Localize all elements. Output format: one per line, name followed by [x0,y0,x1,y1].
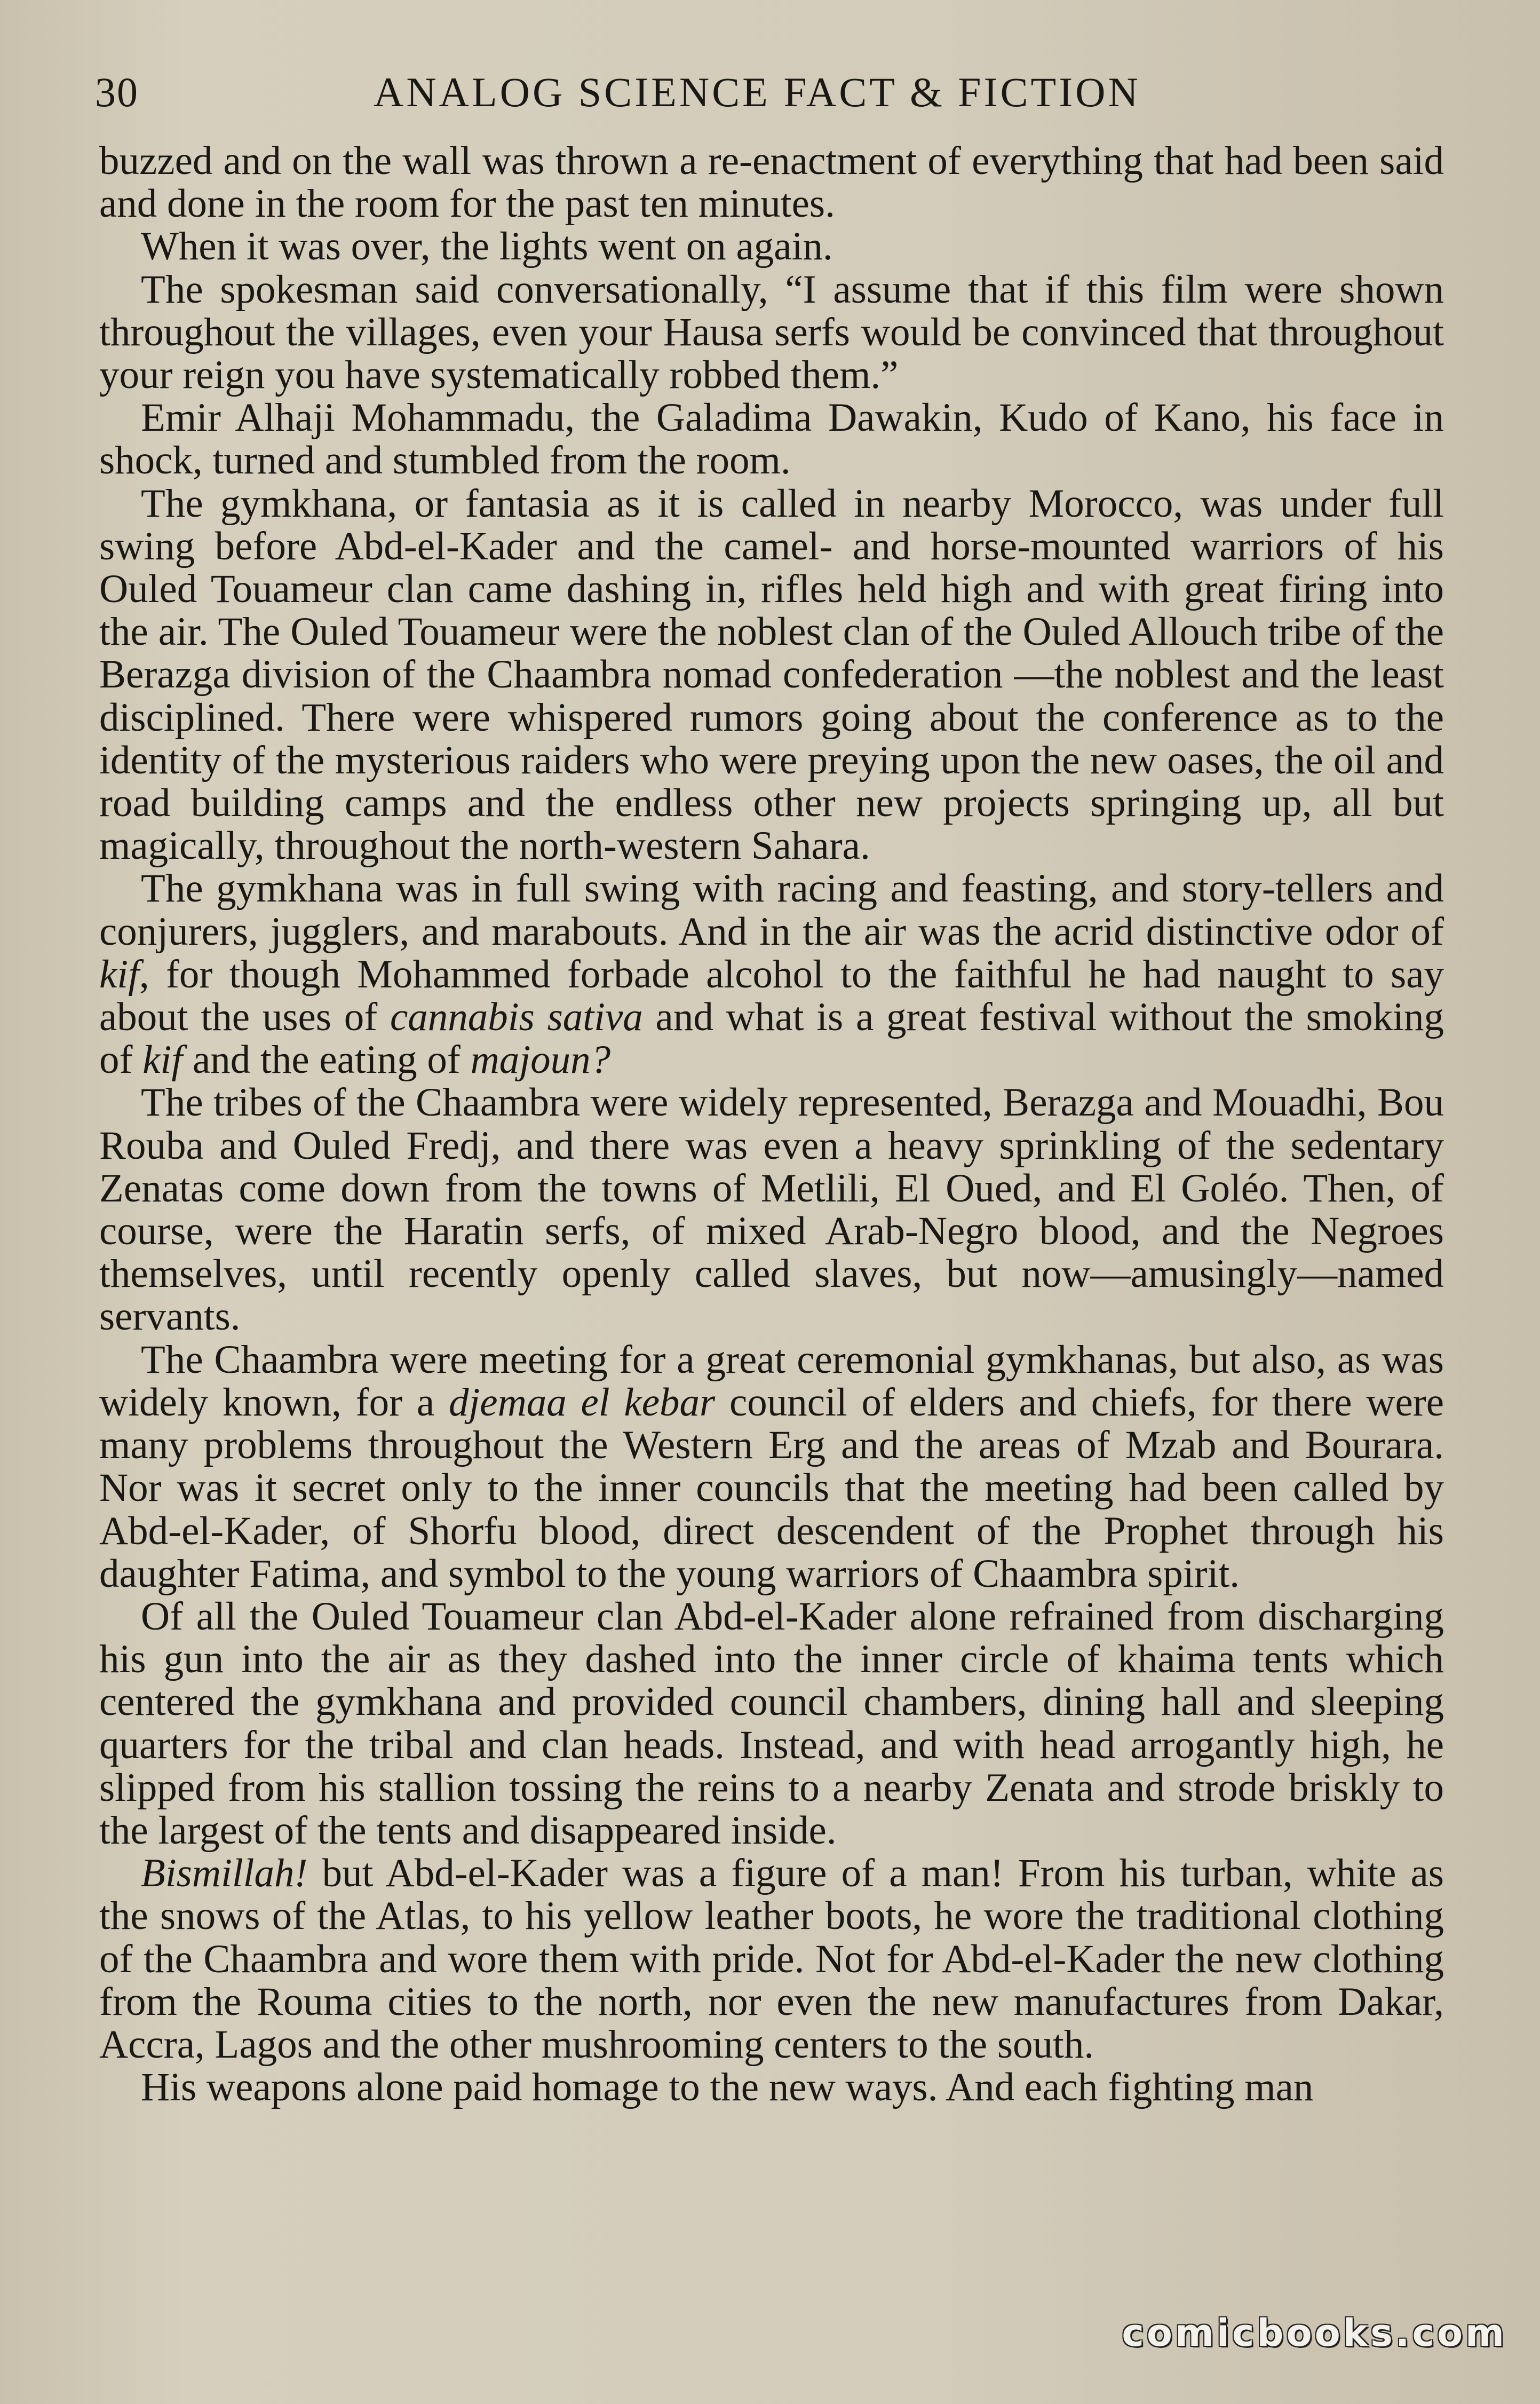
paragraph [99,1339,1444,1595]
italic-text: Bismillah! [141,1851,308,1896]
running-title: ANALOG SCIENCE FACT & FICTION [374,69,1141,115]
paragraph [99,1595,1444,1852]
page-number: 30 [95,69,139,115]
paragraph [99,268,1444,397]
text-run: Emir Alhaji Mohammadu, the Galadima Dawakin, Kudo of Kano, his face in shock, turned and stumbled from the room. [99,396,1444,483]
text-run: , for though Mohammed forbade alcohol to the faithful he had naught to say about the uses of [99,952,1444,1040]
italic-text: cannabis sativa [390,995,643,1040]
text-run: The spokesman said conversationally, “I assume that if this film were shown throughout the villages, even your Hausa serfs would be convinced that throughout your reign you have systematically robbed them.” [99,267,1444,398]
paragraph [99,867,1444,1081]
text-run: buzzed and on the wall was thrown a re-enactment of everything that had been said and done in the room for the past ten minutes. [99,139,1444,226]
text-run: The gymkhana was in full swing with racing and feasting, and story-tellers and conjurers, jugglers, and marabouts. And in the air was the acrid distinctive odor of [99,866,1444,954]
paragraph [99,483,1444,868]
text-run: but Abd-el-Kader was a figure of a man! From his turban, white as the snows of the Atlas, to his yellow leather boots, he wore the traditional clothing of the Chaambra and wore them with pride. Not for Abd-el-Kader the new clothing from the Rouma cities to the north, nor even the new manufactures from Dakar, Accra, Lagos and the other mushrooming centers to the south. [99,1851,1444,2067]
paragraph [99,140,1444,225]
watermark: comicbooks.com [1122,2311,1507,2355]
text-run: His weapons alone paid homage to the new ways. And each fighting man [141,2065,1314,2110]
paragraph [99,225,1444,268]
paragraph [99,1852,1444,2066]
paragraph [99,1081,1444,1338]
text-run: council of elders and chiefs, for there were many problems throughout the Western Erg and the areas of Mzab and Bourara. Nor was it secret only to the inner councils that the meeting had been called by Abd-el-Kader, of Shorfu blood, direct descendent of the Prophet through his daughter Fatima, and symbol to the young warriors of Chaambra spirit. [99,1380,1444,1596]
paragraph [99,2066,1444,2109]
text-run: The Chaambra were meeting for a great ceremonial gymkhanas, but also, as was widely known, for a [99,1337,1444,1425]
text-run: and what is a great festival without the smoking of [99,995,1444,1082]
paragraph [99,397,1444,482]
italic-text: kif [99,952,139,997]
italic-text: djemaa el kebar [448,1380,716,1425]
text-run: The gymkhana, or fantasia as it is called in nearby Morocco, was under full swing before Abd-el-Kader and the camel- and horse-mounted warriors of his Ouled Touameur clan came dashing in, rifles held high and with great firing into the air. The Ouled Touameur were the noblest clan of the Ouled Allouch tribe of the Berazga division of the Chaambra nomad confederation —the noblest and the least disciplined. There were whispered rumors going about the conference as to the identity of the mysterious raiders who were preying upon the new oases, the oil and road building camps and the endless other new projects springing up, all but magically, throughout the north-western Sahara. [99,481,1444,868]
italic-text: kif [142,1038,183,1082]
text-run: and the eating of [182,1038,471,1082]
text-run: When it was over, the lights went on again. [141,224,833,269]
body-text [99,140,1444,2109]
italic-text: majoun? [470,1038,611,1082]
page-header [0,68,1540,122]
text-run: The tribes of the Chaambra were widely represented, Berazga and Mouadhi, Bou Rouba and Ouled Fredj, and there was even a heavy sprinkling of the sedentary Zenatas come down from the towns of Metlili, El Oued, and El Goléo. Then, of course, were the Haratin serfs, of mixed Arab-Negro blood, and the Negroes themselves, until recently openly called slaves, but now—amusingly—named servants. [99,1080,1444,1339]
text-run: Of all the Ouled Touameur clan Abd-el-Kader alone refrained from discharging his gun into the air as they dashed into the inner circle of khaima tents which centered the gymkhana and provided council chambers, dining hall and sleeping quarters for the tribal and clan heads. Instead, and with head arrogantly high, he slipped from his stallion tossing the reins to a nearby Zenata and strode briskly to the largest of the tents and disappeared inside. [99,1594,1444,1853]
